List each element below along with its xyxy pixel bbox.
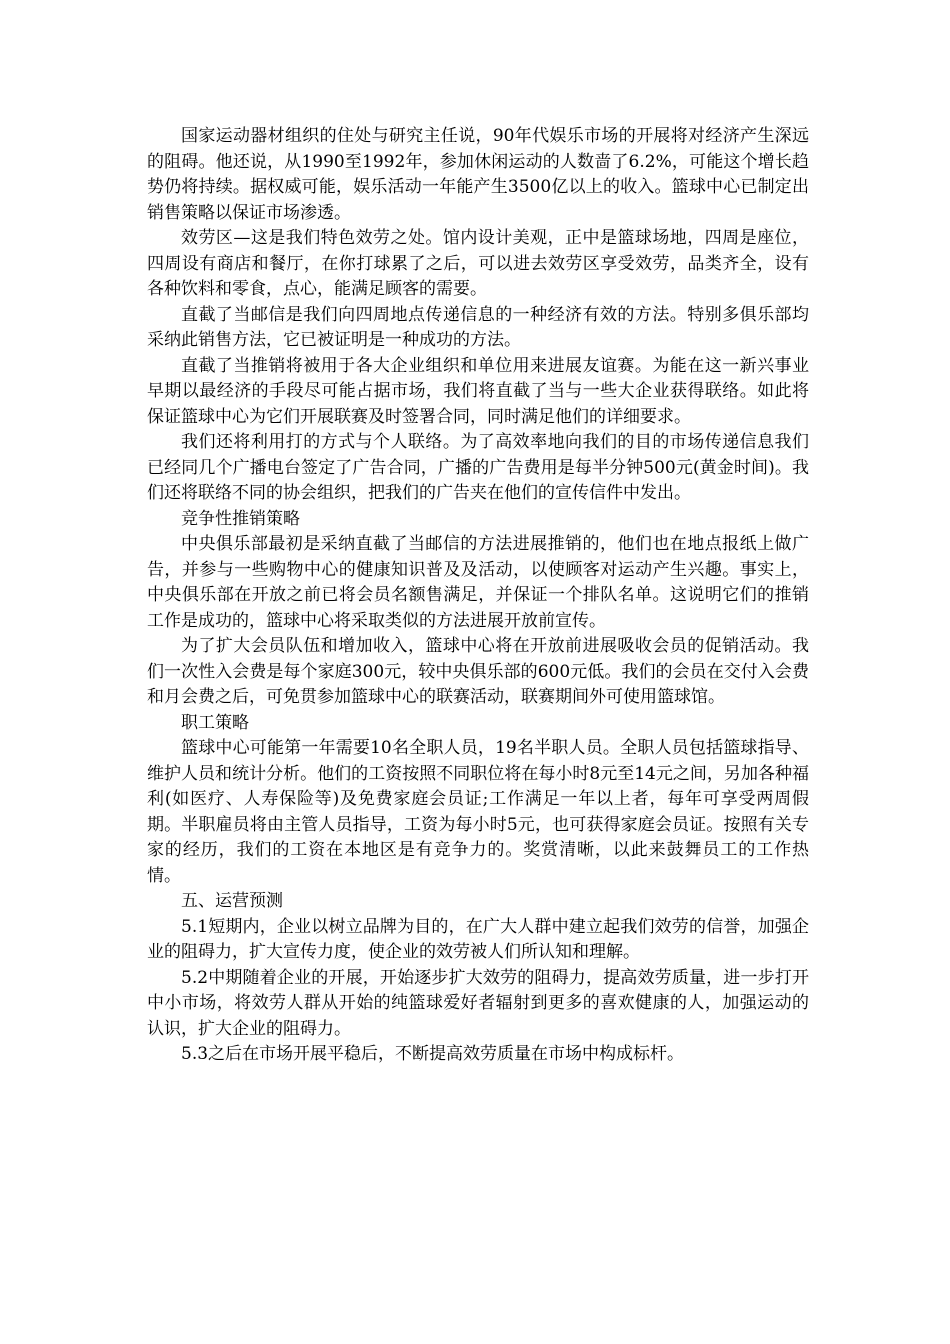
paragraph-central-club: 中央俱乐部最初是采纳直截了当邮信的方法进展推销的，他们也在地点报纸上做广告，并参与一些购物中心的健康知识普及及活动，以使顾客对运动产生兴趣。事实上，中央俱乐部在开放之前已将会员名额售满足，并保证一个排队名单。这说明它们的推销工作是成功的，篮球中心将采取类似的方法进展开放前宣传。 xyxy=(147,534,809,631)
heading-staff-strategy: 职工策略 xyxy=(181,712,249,733)
paragraph-market-outlook: 国家运动器材组织的住处与研究主任说，90年代娱乐市场的开展将对经济产生深远的阻碍。他还说，从1990至1992年，参加休闲运动的人数啬了6.2%，可能这个增长趋势仍将持续。据权威可能，娱乐活动一年能产生3500亿以上的收入。篮球中心已制定出销售策略以保证市场渗透。 xyxy=(147,126,809,223)
paragraph-service-area: 效劳区—这是我们特色效劳之处。馆内设计美观，正中是篮球场地，四周是座位，四周设有商店和餐厅，在你打球累了之后，可以进去效劳区享受效劳，品类齐全，设有各种饮料和零食，点心，能满足顾客的需要。 xyxy=(147,228,809,299)
paragraph-short-term: 5.1短期内，企业以树立品牌为目的，在广大人群中建立起我们效劳的信誉，加强企业的阻碍力，扩大宣传力度，使企业的效劳被人们所认知和理解。 xyxy=(147,916,809,962)
paragraph-direct-sales: 直截了当推销将被用于各大企业组织和单位用来进展友谊赛。为能在这一新兴事业早期以最经济的手段尽可能占据市场，我们将直截了当与一些大企业获得联络。如此将保证篮球中心为它们开展联赛及时签署合同，同时满足他们的详细要求。 xyxy=(147,355,809,427)
paragraph-direct-mail: 直截了当邮信是我们向四周地点传递信息的一种经济有效的方法。特别多俱乐部均采纳此销售方法，它已被证明是一种成功的方法。 xyxy=(147,304,809,350)
heading-competitive-promotion: 竞争性推销策略 xyxy=(181,508,300,529)
document-body xyxy=(147,124,809,1068)
paragraph-membership-promotion: 为了扩大会员队伍和增加收入，篮球中心将在开放前进展吸收会员的促销活动。我们一次性入会费是每个家庭300元，较中央俱乐部的600元低。我们的会员在交付入会费和月会费之后，可免贯参加篮球中心的联赛活动，联赛期间外可使用篮球馆。 xyxy=(147,636,809,707)
paragraph-radio-ads: 我们还将利用打的方式与个人联络。为了高效率地向我们的目的市场传递信息我们已经同几个广播电台签定了广告合同，广播的广告费用是每半分钟500元(黄金时间)。我们还将联络不同的协会组织，把我们的广告夹在他们的宣传信件中发出。 xyxy=(147,432,809,503)
paragraph-long-term: 5.3之后在市场开展平稳后，不断提高效劳质量在市场中构成标杆。 xyxy=(181,1044,685,1064)
heading-operations-forecast: 五、运营预测 xyxy=(181,891,283,911)
paragraph-staffing: 篮球中心可能第一年需要10名全职人员，19名半职人员。全职人员包括篮球指导、维护人员和统计分析。他们的工资按照不同职位将在每小时8元至14元之间，另加各种福利(如医疗、人寿保险等)及免费家庭会员证;工作满足一年以上者，每年可享受两周假期。半职雇员将由主管人员指导，工资为每小时5元，也可获得家庭会员证。按照有关专家的经历，我们的工资在本地区是有竞争力的。奖赏清晰，以此来鼓舞员工的工作热情。 xyxy=(147,738,809,886)
paragraph-mid-term: 5.2中期随着企业的开展，开始逐步扩大效劳的阻碍力，提高效劳质量，进一步打开中小市场，将效劳人群从开始的纯篮球爱好者辐射到更多的喜欢健康的人，加强运动的认识，扩大企业的阻碍力。 xyxy=(147,967,809,1039)
